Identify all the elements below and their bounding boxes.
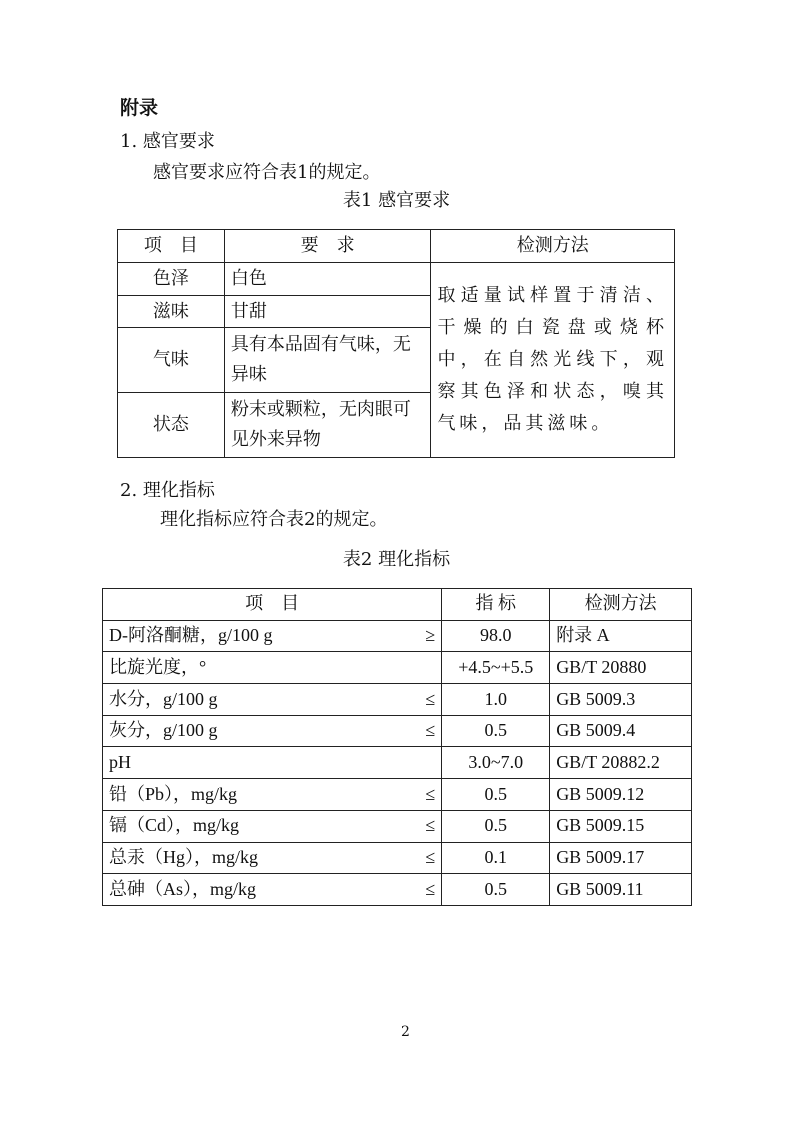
item-cell: 滋味 bbox=[118, 296, 225, 328]
comparison-symbol: ≤ bbox=[425, 878, 436, 899]
table-row bbox=[103, 652, 692, 684]
item-cell bbox=[103, 620, 442, 652]
method-cell: 附录 A bbox=[550, 620, 692, 652]
value-cell: 0.1 bbox=[442, 842, 550, 874]
header-cell: 项 目 bbox=[118, 230, 225, 263]
comparison-symbol: ≤ bbox=[425, 846, 436, 867]
item-cell bbox=[103, 810, 442, 842]
method-cell: GB 5009.12 bbox=[550, 779, 692, 811]
table-row bbox=[103, 810, 692, 842]
comparison-symbol: ≤ bbox=[425, 815, 436, 836]
sensory-table bbox=[117, 229, 675, 458]
value-cell: 3.0~7.0 bbox=[442, 747, 550, 779]
table-row bbox=[118, 263, 675, 296]
table-row bbox=[103, 747, 692, 779]
table-row bbox=[103, 874, 692, 906]
section1-intro: 感官要求应符合表1的规定。 bbox=[153, 162, 381, 183]
table-row bbox=[103, 842, 692, 874]
method-cell: GB 5009.11 bbox=[550, 874, 692, 906]
section1-title: 1. 感官要求 bbox=[120, 131, 215, 152]
value-cell: 0.5 bbox=[442, 874, 550, 906]
value-cell: 0.5 bbox=[442, 779, 550, 811]
item-cell: 气味 bbox=[118, 328, 225, 393]
header-cell: 检测方法 bbox=[550, 589, 692, 621]
item-label: 镉（Cd），mg/kg bbox=[109, 815, 240, 836]
method-cell: GB 5009.3 bbox=[550, 684, 692, 716]
value-cell: 0.5 bbox=[442, 810, 550, 842]
req-cell: 具有本品固有气味，无异味 bbox=[224, 328, 431, 393]
item-label: 总汞（Hg），mg/kg bbox=[109, 846, 259, 867]
comparison-symbol: ≤ bbox=[425, 688, 436, 709]
item-label: 总砷（As），mg/kg bbox=[109, 878, 257, 899]
table-row bbox=[103, 715, 692, 747]
appendix-heading: 附录 bbox=[120, 97, 159, 119]
req-cell: 甘甜 bbox=[224, 296, 431, 328]
item-cell bbox=[103, 874, 442, 906]
method-cell: GB 5009.4 bbox=[550, 715, 692, 747]
method-cell: GB/T 20880 bbox=[550, 652, 692, 684]
value-cell: 98.0 bbox=[442, 620, 550, 652]
table1-caption: 表1 感官要求 bbox=[342, 190, 451, 211]
item-label: D-阿洛酮糖，g/100 g bbox=[109, 625, 273, 646]
item-label: 比旋光度，° bbox=[109, 656, 207, 677]
method-cell: 取适量试样置于清洁、干燥的白瓷盘或烧杯中，在自然光线下，观察其色泽和状态，嗅其气味，品其滋味。 bbox=[431, 263, 675, 458]
header-cell: 指 标 bbox=[442, 589, 550, 621]
method-cell: GB/T 20882.2 bbox=[550, 747, 692, 779]
method-cell: GB 5009.15 bbox=[550, 810, 692, 842]
item-cell bbox=[103, 779, 442, 811]
comparison-symbol: ≤ bbox=[425, 783, 436, 804]
item-cell: 色泽 bbox=[118, 263, 225, 296]
header-cell: 项 目 bbox=[103, 589, 442, 621]
method-cell: GB 5009.17 bbox=[550, 842, 692, 874]
table-row bbox=[103, 684, 692, 716]
table2-caption: 表2 理化指标 bbox=[342, 549, 451, 570]
section2-intro: 理化指标应符合表2的规定。 bbox=[160, 509, 388, 530]
item-cell bbox=[103, 652, 442, 684]
value-cell: 1.0 bbox=[442, 684, 550, 716]
item-label: 铅（Pb），mg/kg bbox=[109, 783, 238, 804]
item-cell bbox=[103, 842, 442, 874]
item-cell bbox=[103, 715, 442, 747]
header-cell: 检测方法 bbox=[431, 230, 675, 263]
section2-title: 2. 理化指标 bbox=[120, 480, 215, 501]
item-label: 水分，g/100 g bbox=[109, 688, 218, 709]
table-row bbox=[103, 779, 692, 811]
table-row bbox=[103, 620, 692, 652]
value-cell: +4.5~+5.5 bbox=[442, 652, 550, 684]
comparison-symbol: ≤ bbox=[425, 720, 436, 741]
page-number: 2 bbox=[401, 1024, 410, 1040]
item-cell bbox=[103, 747, 442, 779]
req-cell: 粉末或颗粒，无肉眼可见外来异物 bbox=[224, 393, 431, 458]
item-cell: 状态 bbox=[118, 393, 225, 458]
item-label: 灰分，g/100 g bbox=[109, 720, 218, 741]
req-cell: 白色 bbox=[224, 263, 431, 296]
physicochemical-table bbox=[102, 588, 692, 906]
item-cell bbox=[103, 684, 442, 716]
value-cell: 0.5 bbox=[442, 715, 550, 747]
comparison-symbol: ≥ bbox=[425, 625, 436, 646]
header-cell: 要 求 bbox=[224, 230, 431, 263]
item-label: pH bbox=[109, 751, 131, 772]
